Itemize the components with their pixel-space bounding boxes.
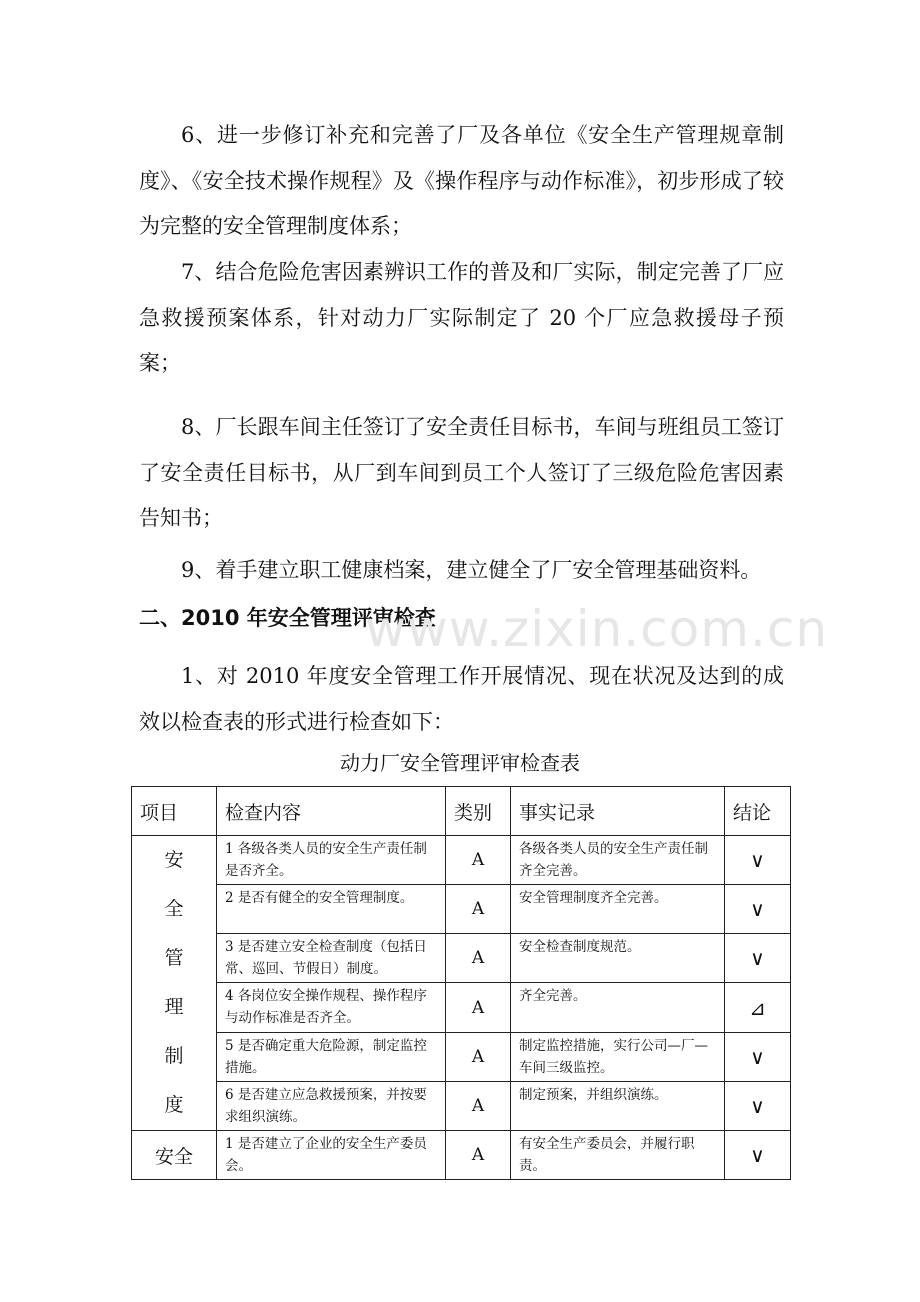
- check-content: 2 是否有健全的安全管理制度。: [217, 885, 446, 934]
- review-checklist-table: [131, 786, 791, 1180]
- conclusion-mark: ∨: [725, 1131, 791, 1180]
- table-row: [132, 983, 791, 1032]
- table-caption: 动力厂安全管理评审检查表: [340, 751, 580, 775]
- group-label: 安全管理制度: [164, 849, 184, 1116]
- table-header-row: [132, 787, 791, 836]
- check-content: 5 是否确定重大危险源，制定监控措施。: [217, 1032, 446, 1081]
- table-row: [132, 836, 791, 885]
- group-safety-management-system: [132, 836, 217, 1131]
- check-content: 1 是否建立了企业的安全生产委员会。: [217, 1131, 446, 1180]
- check-category: A: [446, 1032, 511, 1081]
- check-category: A: [446, 885, 511, 934]
- section-heading: 二、2010 年安全管理评审检查: [139, 606, 436, 630]
- check-category: A: [446, 1131, 511, 1180]
- fact-record: 安全管理制度齐全完善。: [511, 885, 725, 934]
- conclusion-mark: ∨: [725, 934, 791, 983]
- paragraph-6: 6、进一步修订补充和完善了厂及各单位《安全生产管理规章制度》、《安全技术操作规程》及《操作程序与动作标准》，初步形成了较为完整的安全管理制度体系；: [139, 123, 784, 238]
- table-row: [132, 1032, 791, 1081]
- intro-paragraph: 1、对 2010 年度安全管理工作开展情况、现在状况及达到的成效以检查表的形式进行检查如下：: [139, 664, 784, 734]
- fact-record: 有安全生产委员会，并履行职责。: [511, 1131, 725, 1180]
- paragraph-8: 8、厂长跟车间主任签订了安全责任目标书，车间与班组员工签订了安全责任目标书，从厂到车间到员工个人签订了三级危险危害因素告知书；: [139, 415, 784, 530]
- fact-record: 安全检查制度规范。: [511, 934, 725, 983]
- conclusion-mark: ∨: [725, 885, 791, 934]
- conclusion-mark: ∨: [725, 1032, 791, 1081]
- watermark: www.zixin.com.cn: [365, 600, 829, 658]
- fact-record: 制定预案，并组织演练。: [511, 1081, 725, 1130]
- header-conclusion: 结论: [725, 787, 791, 836]
- fact-record: 齐全完善。: [511, 983, 725, 1032]
- table-row: [132, 1131, 791, 1180]
- check-content: 3 是否建立安全检查制度（包括日常、巡回、节假日）制度。: [217, 934, 446, 983]
- check-category: A: [446, 983, 511, 1032]
- check-category: A: [446, 934, 511, 983]
- header-category: 类别: [446, 787, 511, 836]
- check-content: 6 是否建立应急救援预案，并按要求组织演练。: [217, 1081, 446, 1130]
- check-content: 1 各级各类人员的安全生产责任制是否齐全。: [217, 836, 446, 885]
- table-row: [132, 1081, 791, 1130]
- conclusion-mark: ⊿: [725, 983, 791, 1032]
- header-record: 事实记录: [511, 787, 725, 836]
- check-content: 4 各岗位安全操作规程、操作程序与动作标准是否齐全。: [217, 983, 446, 1032]
- check-category: A: [446, 1081, 511, 1130]
- fact-record: 制定监控措施，实行公司—厂—车间三级监控。: [511, 1032, 725, 1081]
- conclusion-mark: ∨: [725, 836, 791, 885]
- check-category: A: [446, 836, 511, 885]
- table-row: [132, 885, 791, 934]
- group-safety: 安全: [132, 1131, 217, 1180]
- paragraph-7: 7、结合危险危害因素辨识工作的普及和厂实际，制定完善了厂应急救援预案体系，针对动力厂实际制定了 20 个厂应急救援母子预案；: [139, 260, 784, 375]
- header-item: 项目: [132, 787, 217, 836]
- header-content: 检查内容: [217, 787, 446, 836]
- fact-record: 各级各类人员的安全生产责任制齐全完善。: [511, 836, 725, 885]
- conclusion-mark: ∨: [725, 1081, 791, 1130]
- paragraph-9: 9、着手建立职工健康档案，建立健全了厂安全管理基础资料。: [181, 558, 762, 582]
- table-row: [132, 934, 791, 983]
